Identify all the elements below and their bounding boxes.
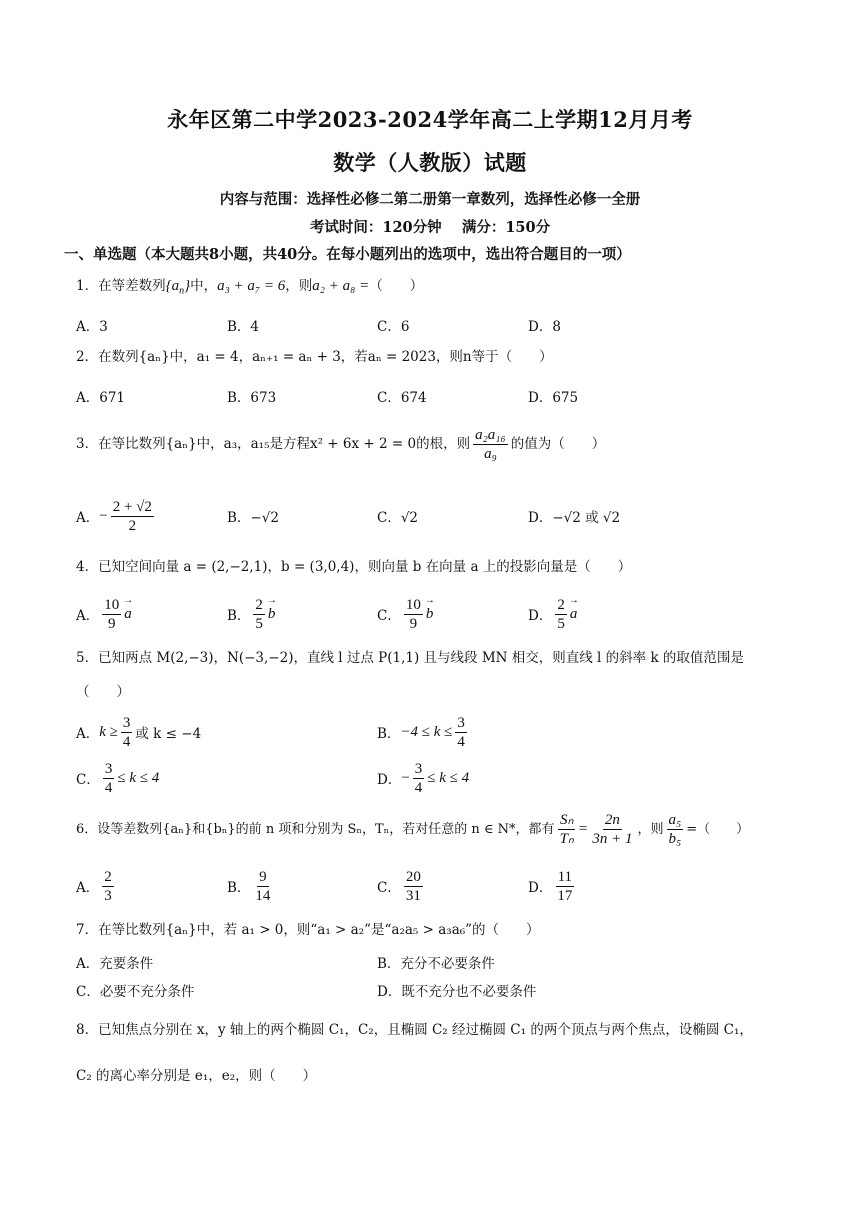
fraction-numerator: 2 — [557, 596, 565, 613]
question-text: 已知焦点分别在 x，y 轴上的两个椭圆 C₁，C₂，且椭圆 C₂ 经过椭圆 C₁ 的两个顶点与两个焦点，设椭圆 C₁， — [98, 1022, 753, 1038]
math-expr: 或 k ≤ −4 — [135, 726, 202, 742]
option-label: B． — [227, 880, 251, 896]
question-7-options-row2 — [76, 976, 800, 1004]
exam-title: 永年区第二中学2023-2024学年高二上学期12月月考 — [167, 107, 693, 132]
question-1-options — [76, 305, 800, 345]
question-6-options — [76, 864, 800, 908]
option-a[interactable] — [76, 710, 201, 754]
question-number: 2． — [76, 349, 99, 365]
exam-scope: 内容与范围：选择性必修二第二册第一章数列，选择性必修一全册 — [219, 191, 641, 208]
fraction-numerator: 3 — [104, 760, 113, 777]
question-2-options — [76, 376, 800, 416]
option-label: B． — [377, 726, 401, 742]
fraction-denominator: 5 — [255, 615, 263, 632]
option-label: D． — [528, 608, 553, 624]
fraction — [253, 596, 265, 633]
question-number: 5． — [76, 650, 99, 666]
question-text: 设等差数列{aₙ}和{bₙ}的前 n 项和分别为 Sₙ，Tₙ，若对任意的 n ∈ N*，都有 — [97, 822, 555, 837]
fraction — [558, 811, 576, 848]
option-d[interactable]: D．675 — [528, 390, 579, 406]
fraction-denominator: 2 — [128, 517, 137, 534]
option-label: D． — [377, 772, 402, 788]
fraction — [455, 714, 467, 751]
option-c[interactable]: C．6 — [377, 319, 410, 335]
question-5-paren: （ ） — [76, 684, 130, 700]
option-b[interactable]: B．−√2 — [227, 510, 279, 526]
fraction-denominator: 3n + 1 — [592, 831, 633, 847]
question-8-line2: C₂ 的离心率分别是 e₁，e₂，则（ ） — [76, 1068, 317, 1084]
math-expr: k ≥ — [99, 723, 118, 740]
math-expr: − — [401, 769, 410, 786]
fraction — [121, 714, 133, 751]
fraction-denominator: 4 — [414, 779, 423, 796]
option-b[interactable] — [227, 592, 275, 636]
fraction-numerator: 20 — [405, 868, 421, 885]
fraction — [473, 426, 508, 463]
math-expr: {a — [165, 278, 180, 294]
question-text: 在数列{aₙ}中，a₁ = 4，aₙ₊₁ = aₙ + 3，若aₙ = 2023，则n等于（ ） — [98, 349, 553, 365]
option-b[interactable]: B．4 — [227, 319, 260, 335]
fraction-denominator: 31 — [405, 887, 421, 904]
fraction — [102, 596, 121, 633]
vector-symbol: → a — [570, 606, 578, 623]
option-c[interactable] — [377, 592, 433, 636]
question-text: 在等差数列 — [98, 278, 166, 294]
question-2 — [76, 343, 800, 371]
math-expr: ≤ k ≤ 4 — [427, 769, 470, 786]
fraction-numerator: a₅ — [668, 812, 682, 828]
fraction-numerator: 2 + √2 — [112, 498, 152, 515]
option-label: B． — [227, 608, 251, 624]
option-label: C． — [76, 772, 100, 788]
fraction — [102, 868, 114, 905]
exam-subtitle: 数学（人教版）试题 — [333, 150, 527, 175]
fraction — [413, 760, 425, 797]
question-5-options-row2 — [76, 756, 800, 800]
fraction-denominator: 9 — [108, 615, 116, 632]
option-a[interactable]: A．3 — [76, 319, 108, 335]
option-a[interactable] — [76, 592, 132, 636]
question-7-options-row1 — [76, 948, 800, 976]
option-label: A． — [76, 880, 100, 896]
question-text: ，则 — [637, 822, 664, 837]
option-d[interactable]: D．−√2 或 √2 — [528, 510, 621, 526]
fraction-numerator: 2n — [604, 812, 620, 828]
option-label: A． — [76, 726, 100, 742]
math-expr: a₃ + a₇ = 6 — [217, 278, 286, 294]
fraction-numerator: 9 — [259, 868, 267, 885]
option-d[interactable] — [528, 592, 577, 636]
option-c[interactable] — [76, 756, 159, 800]
fraction — [253, 868, 272, 905]
math-expr: −4 ≤ k ≤ — [400, 723, 453, 740]
question-8 — [76, 1016, 800, 1044]
question-text: ，则 — [285, 278, 313, 294]
fraction-denominator: 4 — [457, 733, 465, 750]
fraction-denominator: Tₙ — [559, 831, 574, 847]
fraction-numerator: a₂a₁₆ — [475, 427, 506, 443]
option-label: D． — [528, 880, 553, 896]
math-expr: a₂ + a₈ = — [312, 278, 370, 294]
fraction — [555, 596, 567, 633]
question-3 — [76, 424, 800, 464]
question-6 — [76, 808, 800, 851]
question-3-options — [76, 494, 800, 538]
fraction-numerator: 2 — [255, 596, 263, 613]
option-a[interactable]: A． − $\frac{2 + √2}{2}$ — [76, 498, 152, 534]
option-label: C． — [377, 608, 401, 624]
option-c[interactable]: C．674 — [377, 390, 427, 406]
option-b[interactable]: B．673 — [227, 390, 277, 406]
math-expr: ≤ k ≤ 4 — [117, 769, 160, 786]
option-c[interactable] — [377, 864, 426, 908]
option-b[interactable] — [377, 710, 470, 754]
question-number: 4． — [76, 559, 99, 575]
question-text: 的值为（ ） — [510, 436, 606, 452]
question-text: 在等比数列{aₙ}中，a₃，a₁₅是方程x² + 6x + 2 = 0的根，则 — [98, 436, 471, 452]
exam-time-score: 考试时间：120分钟 满分：150分 — [309, 219, 551, 236]
question-number: 3． — [76, 436, 99, 452]
option-a[interactable]: A．671 — [76, 390, 126, 406]
vector-symbol: → b — [426, 606, 434, 623]
question-1: 1．在等差数列$\{a_n\}$中，a₃ + a₇ = 6，则a₂ + a₈ =（ ） — [76, 278, 424, 297]
section-heading: 一、单选题（本大题共8小题，共40分。在每小题列出的选项中，选出符合题目的一项） — [64, 246, 631, 263]
option-c[interactable]: C．必要不充分条件 — [76, 984, 195, 1000]
option-label: A． — [76, 510, 100, 526]
fraction-numerator: 2 — [104, 868, 112, 885]
question-text: 在等比数列{aₙ}中，若 a₁ > 0，则“a₁ > a₂”是“a₂a₅ > a₃a₆”的（ ） — [98, 922, 540, 938]
option-d[interactable] — [377, 756, 469, 800]
option-b[interactable] — [227, 864, 275, 908]
fraction-denominator: 14 — [255, 887, 271, 904]
vector-symbol: → b — [268, 606, 276, 623]
fraction-numerator: 10 — [405, 596, 421, 613]
question-text: 已知两点 M(2,−3)，N(−3,−2)，直线 l 过点 P(1,1) 且与线段 MN 相交，则直线 l 的斜率 k 的取值范围是 — [98, 650, 744, 666]
fraction-denominator: 5 — [557, 615, 565, 632]
option-a[interactable] — [76, 864, 117, 908]
fraction — [404, 596, 423, 633]
question-number: 6． — [76, 822, 98, 837]
fraction-denominator: 3 — [104, 887, 112, 904]
fraction-numerator: Sₙ — [559, 812, 574, 828]
answer-paren: （ ） — [369, 278, 424, 294]
fraction-denominator: a₉ — [484, 446, 497, 462]
fraction — [667, 811, 684, 848]
option-d[interactable]: D．8 — [528, 319, 561, 335]
math-expr: = — [578, 821, 588, 837]
fraction — [111, 498, 154, 535]
option-a[interactable]: A．充要条件 — [76, 956, 154, 972]
option-b[interactable]: B．充分不必要条件 — [377, 956, 495, 972]
question-7 — [76, 916, 800, 944]
option-d[interactable]: D．既不充分也不必要条件 — [377, 984, 537, 1000]
vector-symbol: → a — [124, 606, 132, 623]
fraction-denominator: b₅ — [668, 831, 682, 847]
fraction — [404, 868, 423, 905]
fraction — [590, 811, 634, 848]
question-5 — [76, 644, 800, 672]
question-number: 8． — [76, 1022, 99, 1038]
fraction-numerator: 10 — [104, 596, 120, 613]
question-4 — [76, 553, 800, 581]
fraction-numerator: 3 — [414, 760, 423, 777]
option-label: C． — [377, 880, 401, 896]
question-5-options-row1 — [76, 710, 800, 754]
fraction — [103, 760, 115, 797]
fraction-denominator: 17 — [557, 887, 573, 904]
fraction-numerator: 3 — [122, 714, 131, 731]
fraction-denominator: 4 — [104, 779, 113, 796]
question-text: =（ ） — [686, 822, 750, 837]
fraction — [555, 868, 574, 905]
fraction-denominator: 9 — [409, 615, 418, 632]
question-4-options — [76, 592, 800, 636]
question-number: 7． — [76, 922, 99, 938]
option-d[interactable] — [528, 864, 577, 908]
option-c[interactable]: C．√2 — [377, 510, 419, 526]
fraction-numerator: 11 — [557, 868, 573, 885]
fraction-numerator: 3 — [457, 714, 465, 731]
question-number: 1． — [76, 278, 99, 294]
question-text: 已知空间向量 a = (2,−2,1)，b = (3,0,4)，则向量 b 在向量 a 上的投影向量是（ ） — [98, 559, 632, 575]
fraction-denominator: 4 — [122, 733, 131, 750]
option-label: A． — [76, 608, 100, 624]
